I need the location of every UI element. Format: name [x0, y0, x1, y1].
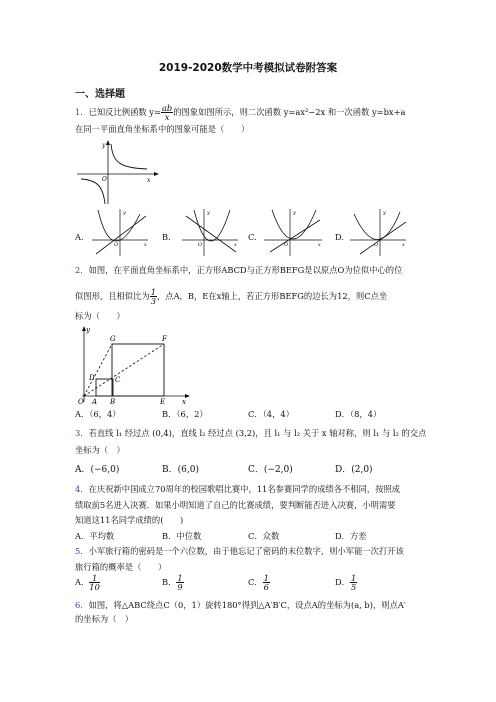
q5-number: 5． [75, 546, 89, 556]
q5-option-b[interactable]: B． $\frac{1}{9}$ [162, 573, 183, 592]
svg-text:x: x [182, 398, 186, 404]
q5-line2: 旅行箱的概率是（ ） [75, 562, 167, 572]
q1-text-b: 的图象如图所示，则二次函数 y=ax²−2x 和一次函数 y=bx+a [173, 107, 406, 117]
svg-text:y: y [123, 210, 126, 216]
q4-line3: 知道这11名同学成绩的( ) [75, 515, 184, 525]
q1-hyperbola-figure [75, 138, 165, 206]
svg-text:O: O [374, 242, 379, 248]
svg-text:x: x [144, 242, 147, 248]
q5-option-c[interactable]: C． $\frac{1}{6}$ [248, 573, 269, 592]
q4-option-c[interactable]: C．众数 [248, 531, 280, 541]
svg-text:A: A [92, 398, 98, 404]
q1-line1 [75, 104, 406, 121]
q1-text-a: 已知反比例函数 y= [88, 107, 161, 117]
svg-text:O: O [284, 242, 289, 248]
q6-line2: 的坐标为（ ） [75, 614, 134, 624]
svg-text:x: x [402, 242, 405, 248]
q2-option-a[interactable]: A．（6，4） [75, 409, 121, 419]
q1-option-d-graph[interactable] [348, 206, 410, 258]
q3-option-c[interactable]: C．(−2,0) [248, 465, 293, 475]
q2-line2: 似图形，且相似比为 $\frac{1}{3}$ ，点A，B，E在x轴上，若正方形BEFG的边长为12，则C点坐 [75, 287, 388, 306]
q1-fraction: $\frac{ab}{x}$ [161, 103, 173, 122]
q5-option-d[interactable]: D． $\frac{1}{5}$ [335, 573, 357, 592]
q1-option-b-graph[interactable] [180, 206, 242, 258]
q1-option-b[interactable]: B. [162, 232, 171, 242]
q1-line2: 在同一平面直角坐标系中的图象可能是（ ） [75, 124, 250, 134]
q3-option-a[interactable]: A．(−6,0) [75, 465, 120, 475]
q2-option-b[interactable]: B．（6，2） [162, 409, 208, 419]
svg-text:y: y [102, 142, 106, 149]
q3-line1: 3．若直线 l₁ 经过点 (0,4)，直线 l₂ 经过点 (3,2)，且 l₁ 与 l₂ 关于 x 轴对称，则 l₁ 与 l₂ 的交点 [75, 428, 427, 438]
q4-option-b[interactable]: B．中位数 [162, 531, 202, 541]
svg-text:x: x [147, 177, 151, 184]
q2-line3: 标为（ ） [75, 311, 125, 321]
svg-text:B: B [110, 398, 116, 404]
section-heading: 一、选择题 [75, 89, 125, 100]
q5-option-a[interactable]: A． $\frac{1}{10}$ [75, 573, 100, 592]
svg-text:O: O [78, 398, 84, 404]
q1-option-d[interactable]: D. [335, 232, 344, 242]
q4-option-d[interactable]: D．方差 [335, 531, 367, 541]
q3-number: 3． [75, 428, 89, 438]
svg-text:y: y [383, 210, 386, 216]
q2-option-d[interactable]: D．（8，4） [335, 409, 382, 419]
q1-option-c[interactable]: C. [248, 232, 257, 242]
q4-line1: 4．在庆祝新中国成立70周年的校园歌唱比赛中，11名参赛同学的成绩各不相同，按照成 [75, 484, 401, 494]
page-title: 2019-2020数学中考模拟试卷附答案 [158, 62, 338, 74]
q6-line1: 6．如图，将△ABC绕点C（0，1）旋转180°得到△A′B′C，设点A的坐标为(a, b)，则点A′ [75, 600, 406, 610]
q1-option-a[interactable]: A. [75, 232, 84, 242]
svg-text:D: D [89, 374, 95, 382]
svg-text:G: G [110, 335, 116, 343]
svg-text:E: E [160, 398, 166, 404]
q2-line1: 2．如图，在平面直角坐标系中，正方形ABCD与正方形BEFG是以原点O为位似中心的位 [75, 265, 403, 275]
q3-option-b[interactable]: B．(6,0) [162, 465, 199, 475]
q5-line1: 5．小军旅行箱的密码是一个六位数，由于他忘记了密码的末位数字，则小军能一次打开该 [75, 546, 404, 556]
q3-option-d[interactable]: D．(2,0) [335, 465, 373, 475]
svg-text:O: O [198, 242, 203, 248]
q4-number: 4． [75, 484, 89, 494]
svg-text:y: y [293, 210, 296, 216]
svg-text:x: x [318, 242, 321, 248]
q1-number: 1． [75, 107, 89, 117]
q2-square-figure [76, 324, 196, 404]
svg-text:y: y [86, 326, 90, 334]
q1-option-a-graph[interactable] [90, 206, 152, 258]
svg-text:O: O [114, 242, 119, 248]
q4-option-a[interactable]: A．平均数 [75, 531, 115, 541]
q1-option-c-graph[interactable] [262, 206, 326, 258]
q3-line2: 坐标为（ ） [75, 445, 125, 455]
svg-text:y: y [207, 210, 210, 216]
svg-text:C: C [115, 376, 121, 384]
q2-option-c[interactable]: C．（4，4） [248, 409, 294, 419]
q6-number: 6． [75, 600, 89, 610]
svg-text:F: F [162, 335, 167, 343]
svg-text:O: O [102, 176, 107, 183]
q2-fraction: $\frac{1}{3}$ [150, 287, 156, 306]
svg-text:x: x [234, 242, 237, 248]
q2-number: 2． [75, 265, 89, 275]
q4-line2: 绩取前5名进入决赛．如果小明知道了自己的比赛成绩，要判断能否进入决赛，小明需要 [75, 500, 396, 510]
